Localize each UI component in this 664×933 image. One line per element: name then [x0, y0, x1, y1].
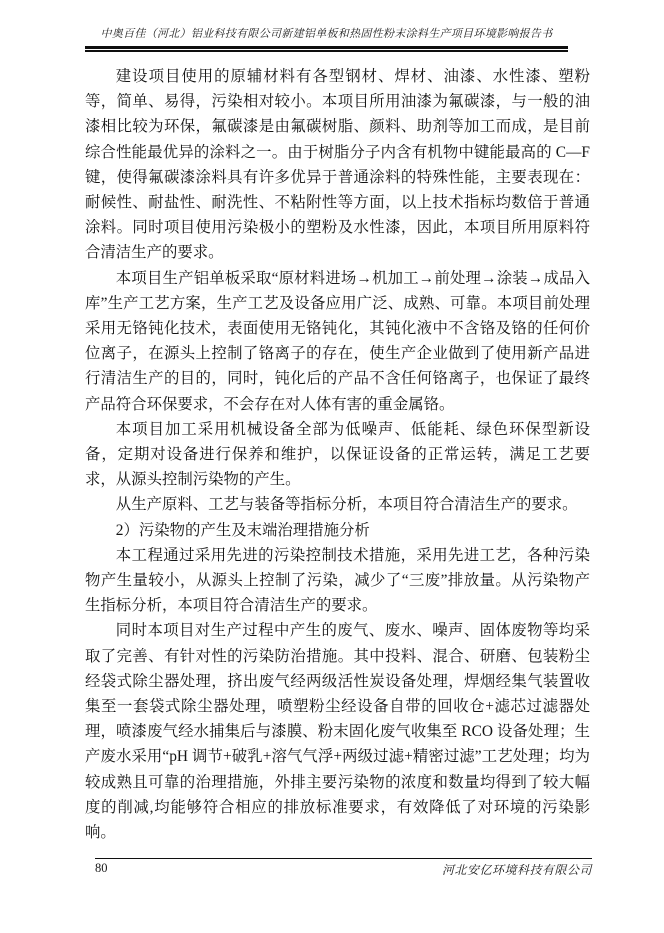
body-paragraph-materials: 建设项目使用的原辅材料有各型钢材、焊材、油漆、水性漆、塑粉等，简单、易得，污染相对较小。本项目所用油漆为氟碳漆，与一般的油漆相比较为环保，氟碳漆是由氟碳树脂、颜料、助剂等加工而成，是目前综合性能最优异的涂料之一。由于树脂分子内含有机物中键能最高的 C—F 键，使得氟碳漆涂料具有许多优异于普通涂料的特殊性能，主要表现在：耐候性、耐盐性、耐洗性、不粘附性等方面，以上技术指标均数倍于普通涂料。同时项目使用污染极小的塑粉及水性漆，因此，本项目所用原料符合清洁生产的要求。 — [85, 68, 590, 262]
header-divider-thin — [85, 50, 568, 52]
header-title: 中奥百佳（河北）铝业科技有限公司新建铝单板和热固性粉末涂料生产项目环境影响报告书 — [100, 28, 553, 40]
body-heading-pollutant-analysis: 2）污染物的产生及末端治理措施分析 — [115, 521, 370, 539]
body-paragraph-treatment-measures: 同时本项目对生产过程中产生的废气、废水、噪声、固体废物等均采取了完善、有针对性的污染防治措施。其中投料、混合、研磨、包装粉尘经袋式除尘器处理，挤出废气经两级活性炭设备处理，焊烟经集气装置收集至一套袋式除尘器处理，喷塑粉尘经设备自带的回收仓+滤芯过滤器处理，喷漆废气经水捕集后与漆膜、粉末固化废气收集至 RCO 设备处理；生产废水采用“pH 调节+破乳+溶气气浮+两级过滤+精密过滤”工艺处理；均为较成熟且可靠的治理措施，外排主要污染物的浓度和数量均得到了较大幅度的削减,均能够符合相应的排放标准要求，有效降低了对环境的污染影响。 — [85, 622, 590, 842]
body-paragraph-conclusion: 从生产原料、工艺与装备等指标分析，本项目符合清洁生产的要求。 — [115, 496, 578, 514]
body-paragraph-process: 本项目生产铝单板采取“原材料进场→机加工→前处理→涂装→成品入库”生产工艺方案，生产工艺及设备应用广泛、成熟、可靠。本项目前处理采用无铬钝化技术，表面使用无铬钝化，其钝化液中不含铬及铬的任何价位离子，在源头上控制了铬离子的存在，使生产企业做到了使用新产品进行清洁生产的目的，同时，钝化后的产品不含任何铬离子，也保证了最终产品符合环保要求，不会存在对人体有害的重金属铬。 — [85, 269, 590, 413]
footer-company-name: 河北安亿环境科技有限公司 — [441, 863, 592, 877]
header-divider-thick — [85, 46, 568, 49]
document-body — [85, 64, 590, 845]
footer-row — [95, 859, 592, 878]
body-paragraph-pollution-control: 本工程通过采用先进的污染控制技术措施，采用先进工艺，各种污染物产生量较小，从源头上控制了污染，减少了“三废”排放量。从污染物产生指标分析，本项目符合清洁生产的要求。 — [85, 546, 590, 615]
page-footer — [95, 858, 592, 878]
body-paragraph-equipment: 本项目加工采用机械设备全部为低噪声、低能耗、绿色环保型新设备，定期对设备进行保养和维护，以保证设备的正常运转，满足工艺要求，从源头控制污染物的产生。 — [85, 420, 590, 489]
page-number: 80 — [95, 861, 108, 875]
page-header — [85, 26, 568, 52]
